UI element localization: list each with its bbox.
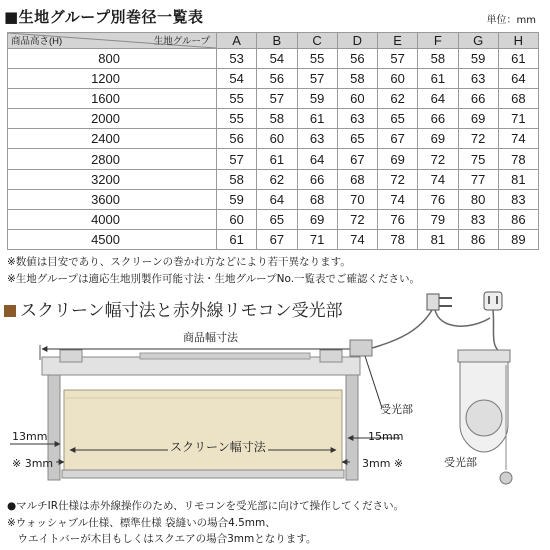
value-cell: 57 — [257, 89, 297, 109]
value-cell: 59 — [297, 89, 337, 109]
value-cell: 60 — [337, 89, 377, 109]
value-cell: 76 — [418, 189, 458, 209]
receiver-label: 受光部 — [380, 403, 413, 416]
corner-height-label: 商品高さ(H) — [11, 36, 63, 47]
group-header: G — [458, 33, 498, 49]
height-cell: 4000 — [8, 209, 217, 229]
value-cell: 67 — [337, 149, 377, 169]
value-cell: 61 — [217, 229, 257, 249]
value-cell: 67 — [257, 229, 297, 249]
value-cell: 86 — [498, 209, 538, 229]
diagram-title-text: スクリーン幅寸法と赤外線リモコン受光部 — [20, 301, 343, 321]
value-cell: 69 — [297, 209, 337, 229]
value-cell: 78 — [378, 229, 418, 249]
product-width-label: 商品幅寸法 — [183, 331, 238, 344]
group-header: B — [257, 33, 297, 49]
value-cell: 77 — [458, 169, 498, 189]
value-cell: 64 — [418, 89, 458, 109]
height-cell: 3200 — [8, 169, 217, 189]
footnote-3: ウエイトバーが木目もしくはスクエアの場合3mmとなります。 — [7, 533, 317, 545]
value-cell: 75 — [458, 149, 498, 169]
value-cell: 54 — [217, 69, 257, 89]
value-cell: 63 — [458, 69, 498, 89]
height-cell: 3600 — [8, 189, 217, 209]
value-cell: 54 — [257, 49, 297, 69]
value-cell: 67 — [378, 129, 418, 149]
value-cell: 62 — [257, 169, 297, 189]
value-cell: 72 — [418, 149, 458, 169]
height-cell: 2400 — [8, 129, 217, 149]
screen-fabric — [64, 390, 342, 470]
bracket-right — [320, 350, 342, 362]
value-cell: 74 — [378, 189, 418, 209]
unit-label: 単位：mm — [486, 15, 536, 26]
value-cell: 64 — [297, 149, 337, 169]
cord-to-unit — [493, 310, 500, 352]
value-cell: 74 — [337, 229, 377, 249]
table-title: ■生地グループ別巻径一覧表 — [4, 8, 204, 26]
value-cell: 56 — [257, 69, 297, 89]
receiver-box — [350, 340, 372, 356]
value-cell: 83 — [458, 209, 498, 229]
value-cell: 69 — [458, 109, 498, 129]
bottom-bar — [62, 470, 344, 478]
value-cell: 61 — [257, 149, 297, 169]
dim-3-left-label: ※ 3mm — [12, 457, 54, 470]
value-cell: 53 — [217, 49, 257, 69]
value-cell: 68 — [297, 189, 337, 209]
group-header: C — [297, 33, 337, 49]
head-rail — [42, 357, 360, 375]
value-cell: 66 — [297, 169, 337, 189]
group-header: H — [498, 33, 538, 49]
height-cell: 800 — [8, 49, 217, 69]
value-cell: 71 — [498, 109, 538, 129]
group-header: F — [418, 33, 458, 49]
value-cell: 72 — [337, 209, 377, 229]
height-cell: 2800 — [8, 149, 217, 169]
value-cell: 76 — [378, 209, 418, 229]
value-cell: 66 — [458, 89, 498, 109]
value-cell: 63 — [337, 109, 377, 129]
value-cell: 74 — [418, 169, 458, 189]
value-cell: 72 — [378, 169, 418, 189]
screen-width-label: スクリーン幅寸法 — [170, 440, 266, 454]
value-cell: 58 — [217, 169, 257, 189]
value-cell: 72 — [458, 129, 498, 149]
height-cell: 4500 — [8, 229, 217, 249]
value-cell: 83 — [498, 189, 538, 209]
rail-top-strip — [140, 353, 310, 359]
right-frame — [346, 375, 358, 480]
value-cell: 78 — [498, 149, 538, 169]
value-cell: 81 — [418, 229, 458, 249]
value-cell: 79 — [418, 209, 458, 229]
cord-weight-icon — [500, 472, 512, 484]
group-header: A — [217, 33, 257, 49]
value-cell: 56 — [217, 129, 257, 149]
value-cell: 63 — [297, 129, 337, 149]
value-cell: 60 — [378, 69, 418, 89]
value-cell: 80 — [458, 189, 498, 209]
value-cell: 55 — [297, 49, 337, 69]
value-cell: 65 — [337, 129, 377, 149]
value-cell: 62 — [378, 89, 418, 109]
value-cell: 56 — [337, 49, 377, 69]
value-cell: 59 — [217, 189, 257, 209]
table-note-2: ※生地グループは適応生地別製作可能寸法・生地グループNo.一覧表でご確認ください。 — [7, 273, 421, 285]
value-cell: 55 — [217, 109, 257, 129]
value-cell: 70 — [337, 189, 377, 209]
height-cell: 2000 — [8, 109, 217, 129]
value-cell: 60 — [257, 129, 297, 149]
value-cell: 69 — [418, 129, 458, 149]
value-cell: 58 — [418, 49, 458, 69]
value-cell: 58 — [337, 69, 377, 89]
value-cell: 86 — [458, 229, 498, 249]
value-cell: 57 — [378, 49, 418, 69]
value-cell: 68 — [337, 169, 377, 189]
height-cell: 1600 — [8, 89, 217, 109]
dim-13-label: 13mm — [12, 430, 48, 443]
value-cell: 61 — [297, 109, 337, 129]
side-roll — [466, 400, 502, 436]
footnote-1: ●マルチIR仕様は赤外線操作のため、リモコンを受光部に向けて操作してください。 — [7, 500, 405, 512]
bracket-left — [60, 350, 82, 362]
value-cell: 61 — [498, 49, 538, 69]
corner-group-label: 生地グループ — [153, 36, 210, 47]
value-cell: 57 — [217, 149, 257, 169]
value-cell: 71 — [297, 229, 337, 249]
value-cell: 89 — [498, 229, 538, 249]
dim-15-label: 15mm — [368, 430, 404, 443]
value-cell: 58 — [257, 109, 297, 129]
value-cell: 64 — [257, 189, 297, 209]
value-cell: 59 — [458, 49, 498, 69]
value-cell: 57 — [297, 69, 337, 89]
value-cell: 60 — [217, 209, 257, 229]
value-cell: 66 — [418, 109, 458, 129]
value-cell: 61 — [418, 69, 458, 89]
table-note-1: ※数値は目安であり、スクリーンの巻かれ方などにより若干異なります。 — [7, 256, 351, 268]
cord-loop — [435, 310, 490, 326]
receiver-label-side: 受光部 — [444, 456, 477, 469]
value-cell: 74 — [498, 129, 538, 149]
height-cell: 1200 — [8, 69, 217, 89]
plug-adapter — [427, 294, 439, 310]
power-cord — [372, 310, 432, 348]
outlet-plug-icon — [484, 292, 502, 310]
value-cell: 55 — [217, 89, 257, 109]
value-cell: 69 — [378, 149, 418, 169]
value-cell: 65 — [378, 109, 418, 129]
group-header: E — [378, 33, 418, 49]
dim-3-right-label: 3mm ※ — [362, 457, 404, 470]
group-header: D — [337, 33, 377, 49]
side-head — [458, 350, 510, 362]
footnote-2: ※ウォッシャブル仕様、標準仕様 袋縫いの場合4.5mm、 — [7, 517, 276, 529]
value-cell: 65 — [257, 209, 297, 229]
value-cell: 81 — [498, 169, 538, 189]
value-cell: 68 — [498, 89, 538, 109]
value-cell: 64 — [498, 69, 538, 89]
